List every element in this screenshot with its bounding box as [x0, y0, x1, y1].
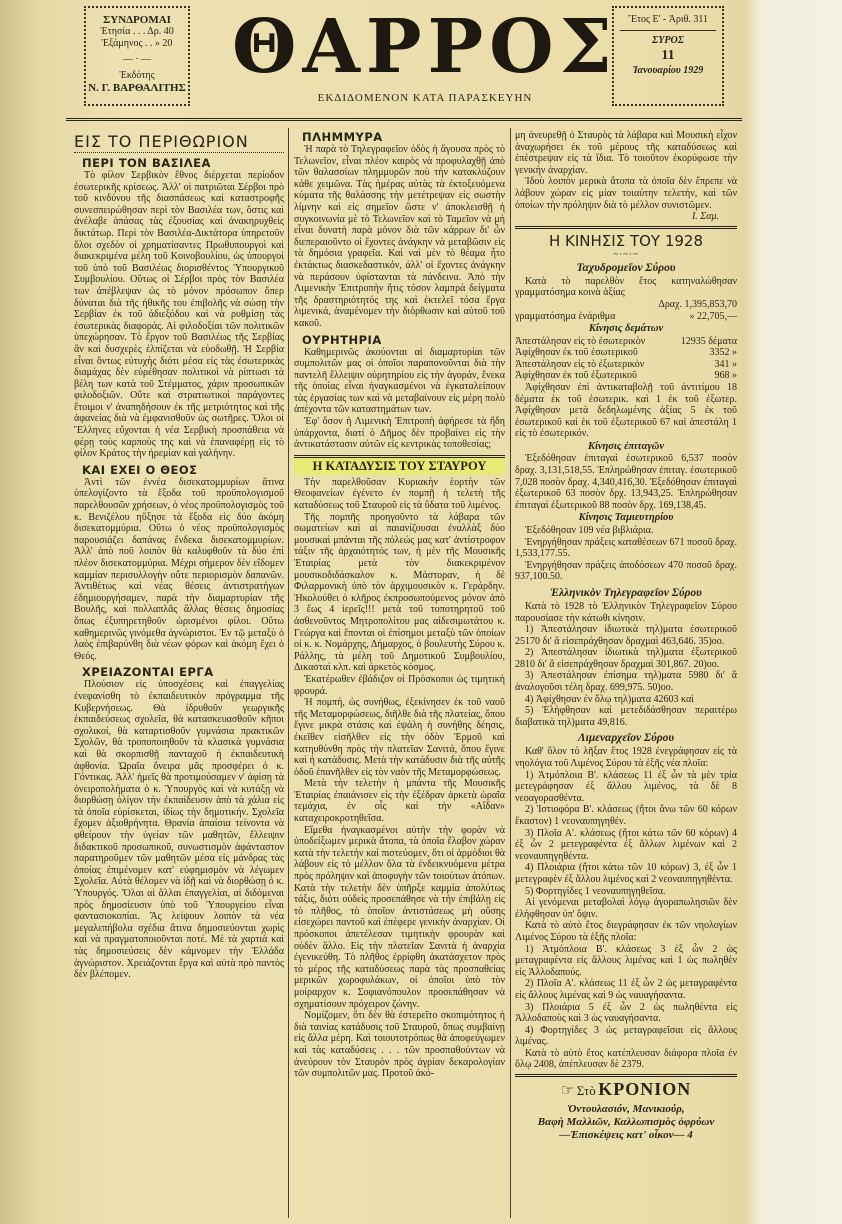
article-text: Μετὰ τὴν τελετὴν ἡ μπάντα τῆς Μουσικῆς Ἑταιρίας ἐπαιάνισεν εἰς τὴν ἐξέδραν ἀρκετὰ ὡραῖα τεμάχια, ἐν οἷς καὶ τὴν «Αἴδαν» καταχειροκροτηθεῖσα. [294, 778, 505, 825]
article-text: Εἴμεθα ἠναγκασμένοι αὐτὴν τὴν φορὰν νὰ ὑποδείξωμεν μερικὰ ἄτοπα, τὰ ὁποῖα ἔλαβον χώραν κατὰ τὴν τελετὴν καὶ πιστεύομεν, ὅτι οἱ ἁρμόδιοι θὰ λάβουν εἰς τὸ μέλλον ὅλα τὰ ἐνδεικνυόμενα μέτρα πρὸς πρόληψιν καὶ ἀποφυγὴν τῶν τοιούτων ἀτόπων. Κατὰ τὴν τελετὴν δὲν ὑπῆρξε καμμία ἀπολύτως τάξις, διότι οὐδεὶς προσεπάθησε νὰ τὴν ἐπιβάλῃ εἰς τὸ πλῆθος, τὸ ὁποῖον ἀντιστάσεως μὴ οὔσης εἰσεχώρει παντοῦ καὶ ἐπέφερε γενικὴν ἀναρχίαν. Οἱ πρόσκοποι ἀπετέλεσαν τιμητικὴν φρουρὰν καὶ οὐδὲν ἄλλο. Εἰς τὴν πλατεῖαν Σανιτὰ ἡ ἀναρχία ἐγενικεύθη. Τὸ πλῆθος ἐρρίφθη ἀκατάσχετον πρὸς τὸ μέρος τῆς καταδύσεως παρὰ τὰς προσπαθείας μερικῶν χωροφυλάκων, οἱ ὁποῖοι ὑπὸ τὸν μοίραρχον κ. Σοφιανόπουλον προσεπάθησαν νὰ σχηματίσουν πρόχειρον ζώνην. [294, 824, 505, 1010]
report-text: Ἐνηργήθησαν πράξεις ἀποδόσεων 470 ποσοῦ δραχ. 937,100.50. [515, 559, 737, 583]
ad-line: Βαφὴ Μαλλιῶν, Καλλωπισμὸς ὀφρύων [537, 1116, 715, 1129]
issue-city: ΣΥΡΟΣ [652, 35, 684, 46]
ad-number: 4 [687, 1129, 693, 1142]
stat-value: Δραχ. 1,395,853,70 [658, 298, 737, 310]
ornament: — · — [122, 54, 152, 65]
newspaper-subtitle: ΕΚΔΙΔΟΜΕΝΟΝ ΚΑΤΑ ΠΑΡΑΣΚΕΥΗΝ [317, 92, 533, 104]
subsection-title: Κίνησις ἐπιταγῶν [587, 440, 665, 452]
masthead-rule [66, 118, 742, 121]
stat-value: 12935 δέματα [680, 335, 737, 347]
stat-value: 341 » [714, 358, 737, 370]
divider [620, 30, 716, 31]
article-title: ΟΥΡΗΤΗΡΙΑ [302, 332, 382, 347]
article-text: Ἐφ' ὅσον ἡ Λιμενικὴ Ἐπιτροπὴ ἀφήρεσε τὰ ἤδη ὑπάρχοντα, διατί ὁ Δῆμος δὲν προβαίνει εἰς τὴν ἀντικατάστασιν αὐτῶν εἰς κεντρικὰς τοποθεσίας; [294, 416, 505, 451]
article-text: Ἑκατέρωθεν ἐβάδιζον οἱ Πρόσκοποι ὡς τιμητικὴ φρουρά. [294, 673, 505, 697]
subsection-title: Κίνησις Ταμιευτηρίου [578, 512, 674, 524]
subscription-yearly: Ἐτησία . . . Δρ. 40 [100, 26, 174, 37]
issue-month-year: Ἰανουαρίου 1929 [632, 65, 704, 76]
list-item: 5) Φορτηγίδες 1 νεοναυπηγηθεῖσα. [525, 885, 666, 897]
article-text: Τὴν παρελθοῦσαν Κυριακὴν ἑορτὴν τῶν Θεοφανείων ἐγένετο ἐν πομπῇ ἡ τελετὴ τῆς καταδύσεως τοῦ Σταυροῦ εἰς τὰ ὕδατα τοῦ λιμένος. [294, 476, 505, 512]
report-text: Αἱ γενόμεναι μεταβολαὶ λόγῳ ἀγοραπωλησιῶν δὲν ἐλήφθησαν ὑπ' ὄψιν. [515, 897, 737, 920]
stat-value: » 22,705,— [689, 310, 737, 322]
list-item: 3) Πλοῖα Α'. κλάσεως (ἤτοι κάτω τῶν 60 κόρων) 4 ἐξ ὧν 2 μετεγραφέντα ἐξ ἄλλων λιμένων καὶ 2 νεοναυπηγηθέντα. [515, 827, 737, 862]
list-item: 1) Ἀπεστάλησαν ἰδιωτικὰ τηλ)ματα ἐσωτερικοῦ 25170 δι' ἃ εἰσεπράχθησαν δραχμαὶ 463,646. 35)οο. [515, 624, 737, 647]
list-item: 4) Πλοιάρια (ἤτοι κάτω τῶν 10 κόρων) 3, ἐξ ὧν 1 μετεγραφὲν ἐξ ἄλλου λιμένος καὶ 2 νεοναυπηγηθέντα. [515, 862, 737, 885]
stat-label: Ἀφίχθησαν ἐκ τοῦ ἐξωτερικοῦ [515, 370, 637, 382]
highlighted-article-title: Η ΚΑΤΑΔΥΣΙΣ ΤΟΥ ΣΤΑΥΡΟΥ [294, 455, 505, 475]
stat-label: Ἀπεστάλησαν εἰς τὸ ἐξωτερικὸν [515, 358, 645, 370]
subsection-title: Κίνησις δεμάτων [588, 323, 664, 335]
list-item: 2) Πλοῖα Α'. κλάσεως 11 ἐξ ὧν 2 ὡς μεταγραφέντα εἰς ἄλλους λιμένας καὶ 9 ὡς ναυαγήσαντα. [515, 978, 737, 1001]
article-text: Νομίζομεν, ὅτι δὲν θὰ ἐστερεῖτο σκοπιμότητος ἡ διὰ ταινίας κατάδυσις τοῦ Σταυροῦ, ὅπως συμβαίνῃ εἰς ἄλλα μέρη. Καὶ τοιουτοτρόπως θὰ ἀποφεύγωμεν καὶ τὰς καταδύσεις . . . τῶν προσπαθούντων νὰ ἀνεύρουν τὸν Σταυρὸν πρὸς ἀγρίαν δεκαρολογίαν τῶν συμπολιτῶν μας. Προτοῦ ἀκό- [294, 1010, 505, 1080]
report-text: Ἐνηργήθησαν πράξεις καταθέσεων 671 ποσοῦ δραχ. 1,533,177.55. [515, 536, 737, 560]
list-item: 5) Ἐλήφθησαν καὶ μετεδιδάσθησαν περαιτέρω διαβατικὰ τηλ)ματα 49,816. [515, 705, 737, 728]
report-text: Καθ' ὅλον τὸ λῆξαν ἔτος 1928 ἐνεγράφησαν εἰς τὰ νηολόγια τοῦ Λιμένος Σύρου τὰ ἑξῆς νέα πλοῖα: [515, 746, 737, 770]
issue-box [612, 6, 724, 106]
column-2 [294, 130, 505, 1080]
list-item: 3) Ἀπεστάλησαν ἐπίσημα τηλ)ματα 5980 δι' ἃ ἀναλογοῦσι τέλη δραχ. 699,975. 50)οο. [515, 670, 737, 694]
list-item: 1) Ἀτμόπλοια Β'. κλάσεως 11 ἐξ ὧν τὰ μὲν τρία μετεγράφησαν ἐξ ἄλλου λιμένος, τὰ δὲ 8 νεοαγορασθέντα. [515, 769, 737, 804]
article-title: ΚΑΙ ΕΧΕΙ Ο ΘΕΟΣ [82, 462, 198, 477]
list-item: 1) Ἀτμόπλοια Β'. κλάσεως 3 ἐξ ὧν 2 ὡς μεταγραφέντα εἰς ἄλλους λιμένας καὶ 1 ὡς πωληθὲν εἰς Ἀλλοδαπούς. [515, 943, 737, 978]
column-divider [288, 128, 289, 1218]
list-item: 4) Φορτηγίδες 3 ὡς μεταγραφεῖσαι εἰς ἄλλους λιμένας. [515, 1024, 737, 1048]
list-item: 2) Ἱστιοφόρα Β'. κλάσεως (ἤτοι ἄνω τῶν 60 κόρων ἕκαστον) 1 νεοναυπηγηθέν. [515, 804, 737, 827]
ad-line: —Ἐπισκέψεις κατ' οἶκον— [559, 1129, 685, 1142]
report-text: Ἐξεδόθησαν ἐπιταγαὶ ἐσωτερικοῦ 6,537 ποσὸν δραχ. 3,131,518,55. Ἐπληρώθησαν ἐπιταγ. ἐσωτερικοῦ 7,028 ποσὸν δραχ. 4,340,416,30. Ἐξεδόθησαν ἐπιταγαὶ ἐξωτερικοῦ 63 ποσὸν δρχ. 13,943,25. Ἐπληρώθησαν ἐπιταγαὶ ἐξωτερικοῦ 88 ποσὸν δρχ. 169,138,45. [515, 453, 737, 511]
stat-label: γραμματόσημα ἐνάριθμα [515, 310, 616, 322]
issue-year-number: Ἔτος Ε' - Ἀριθ. 311 [627, 14, 709, 25]
newspaper-title: ΘΑΡΡΟΣ [232, 4, 618, 90]
column-divider [510, 128, 511, 1218]
column-1 [74, 130, 284, 981]
pointing-hand-icon: ☞ [560, 1083, 575, 1100]
stat-label: Ἀφίχθησαν ἐκ τοῦ ἐσωτερικοῦ [515, 347, 638, 359]
subscription-half-year: Ἐξάμηνος . . » 20 [101, 38, 173, 49]
stat-label: Ἀπεστάλησαν εἰς τὸ ἐσωτερικὸν [515, 335, 646, 347]
article-text: Ἡ παρὰ τὸ Τηλεγραφεῖον ὁδὸς ἡ ἄγουσα πρὸς τὸ Τελωνεῖον, εἶναι πλέον καιρὸς νὰ προφυλαχθῇ ἀπὸ τῶν θαλασσίων πλημμυρῶν ποὺ τὴν κατακλύζουν κάθε χειμῶνα. Τὰς ἡμέρας αὐτὰς τὰ ἐκτοξευόμενα κύματα τῆς θαλάσσης τὴν μετέτρεψαν εἰς σωστὴν λίμνην καὶ εἰς σημεῖον ὥστε ν' ἀποκλεισθῇ ἡ συγκοινωνία μὲ τὸ Τελωνεῖον καὶ τὸ Ταμεῖον νὰ μὴ εἶναι δυνατὴ παρὰ μόνον διὰ τῶν κάρρων δι' ὧν διεπεραιοῦντο οἱ ἔχοντες ἀνάγκην νὰ μεταβῶσιν εἰς τὰ δημόσια γραφεῖα. Καὶ ναὶ μὲν τὸ θέαμα ἦτο ἐκτάκτως διασκεδαστικόν, ἀλλ' οἱ ἔχοντες ἀνάγκην νὰ περάσουν ὑφίστανται τὰ πάνδεινα. Ἀπὸ τὴν Λιμενικὴν Ἐπιτροπὴν ἥτις τόσον λαμπρὰ δείγματα τῆς δραστηριότητός της καὶ ἐκτελεῖ τόσα ἔργα λιμενικά, ἀναμένομεν τὴν διόρθωσιν καὶ αὐτοῦ τοῦ κακοῦ. [294, 144, 505, 329]
subsection-title: Ἑλληνικὸν Τηλεγραφεῖον Σύρου [550, 586, 702, 599]
article-title: ΧΡΕΙΑΖΟΝΤΑΙ ΕΡΓΑ [82, 665, 214, 680]
stat-row [515, 311, 737, 323]
section-title: ΕΙΣ ΤΟ ΠΕΡΙΘΩΡΙΟΝ [74, 132, 284, 153]
article-text: μη ἀνευρεθῇ ὁ Σταυρὸς τὰ λάβαρα καὶ Μουσικὴ εἶχον ἀναχωρήσει ἐκ τοῦ μέρους τῆς καταδύσεως καὶ ἐπέστρεψαν εἰς τὰ ἴδια. Τὸ τοιοῦτον ἐκορύφωσε τὴν γενικὴν ἀναρχίαν. [515, 130, 737, 176]
report-title: Η ΚΙΝΗΣΙΣ ΤΟΥ 1928 [515, 226, 737, 250]
stat-row [515, 370, 737, 382]
article-title: ΠΛΗΜΜΥΡΑ [302, 130, 383, 144]
report-text: Κατὰ τὸ αὐτὸ ἔτος διεγράφησαν ἐκ τῶν νηολογίων Λιμένος Σύρου τὰ ἑξῆς πλοῖα: [515, 920, 737, 943]
list-item: 4) Ἀφίχθησαν ἐν ὅλῳ τηλ)ματα 42603 καὶ [525, 693, 694, 705]
subsection-title: Ταχυδρομεῖον Σύρου [576, 261, 676, 274]
kronion-advertisement [515, 1074, 737, 1142]
article-text: Ἀντὶ τῶν ἐννέα δισεκατομμυρίων ἅτινα ὑπελογίζοντο τὰ ἔξοδα τοῦ προϋπολογισμοῦ παρελθουσῶν χρήσεων, ὁ νέος προϋπολογισμὸς τοῦ κ. Βενιζέλου ηὔξησε τὰ ἔξοδα εἰς δύο ἀκόμη δισεκατομμύρια. Οὕτω ὁ νέος προϋπολογισμὸς παρουσιάζει δαπάνας ἕνδεκα δισεκατομμυρίων. Ἀλλ' ἀπὸ ποῦ λοιπὸν θὰ καλυφθοῦν τὰ δύο ἐπὶ πλέον δισεκατομμύρια. Μέχρι σήμερον δὲν εἴδομεν καμμίαν περισυλλογὴν οὔτε περιορισμὸν δαπανῶν. Ἀντιθέτως καὶ νέας θέσεις ἀντιστρατήγων ἐδημιουργήσαμεν, παρὰ τὴν διαμαρτυρίαν τῆς Βουλῆς, καὶ πολλαπλᾶς ἄλλας θέσεις δημοσίας ὅπως ἐξυπηρετηθοῦν ὡρισμένοι φίλοι. Οὕτω καθημερινῶς γινόμεθα ἀγνώριστοι. Ἐν τῷ μεταξὺ ὁ λαὸς ἐπιβαρύνθη διὰ νέων φόρων καὶ ἀκόμη ἔχει ὁ Θεός. [74, 476, 284, 662]
issue-day: 11 [661, 48, 675, 63]
publisher-label: Ἐκδότης [119, 70, 155, 81]
article-text: Τῆς πομπῆς προηγοῦντο τὰ λάβαρα τῶν σωματείων καὶ αἱ παιανίζουσαι ἐναλλὰξ δύο μουσικαὶ μπάνται τῆς πόλεώς μας κατ' ἀντίστροφον τάξιν τῆς ἀρχαιότητός των, ἡ μὲν τῆς Μουσικῆς Ἑταιρίας μετὰ τὸν διακεκριμένον μουσικοδιδάσκαλον κ. Μάστοραν, ἡ δὲ Φιλαρμονικὴ ὑπὸ τὸν ἀρχιμουσικὸν κ. Γεράρδην. Ἠκολούθει ὁ κλῆρος ἐκπροσωπούμενος μόνον ἀπὸ 3 ἕως 4 ἱερεῖς!!! μετὰ τοῦ τοποτηρητοῦ τοῦ ἀσθενοῦντος Μητροπολίτου μας αἰδεσιμωτάτου κ. Γεώργα καὶ ἕπονται οἱ ἐπίσημοι μεταξὺ τῶν ὁποίων οἱ κ. κ. Νομάρχης, Δήμαρχος, ὁ βουλευτὴς Σύρου κ. Ράλλης, τὰ μέλη τοῦ Δημοτικοῦ Συμβουλίου, Δικασταὶ κλπ. καὶ ἀρκετὸς κόσμος. [294, 511, 505, 674]
list-item: 3) Πλοιάρια 5 ἐξ ὧν 2 ὡς πωληθέντα εἰς Ἀλλοδαποὺς καὶ 3 ὡς ναυαγήσαντα. [515, 1001, 737, 1025]
stat-row [515, 347, 737, 359]
column-3 [515, 130, 737, 1142]
list-item: 2) Ἀπεστάλησαν ἰδιωτικὰ τηλ)ματα ἐξωτερικοῦ 2810 δι' ἃ εἰσεπράχθησαν δραχμαὶ 301,867. 20)οο. [515, 647, 737, 670]
report-text: Ἀφίχθησαν ἐπὶ ἀντικαταβολῇ τοῦ ἀντιτίμου 18 δέματα ἐκ τοῦ ἐσωτερικ. καὶ 1 ἐκ τοῦ ἐξωτερ. Ἀφίχθησαν μετὰ δεδηλωμένης ἀξίας 5 ἐκ τοῦ ἐσωτερικοῦ καὶ ἐκ τοῦ ἐξωτερικοῦ 67 καὶ ἀπεστάλη 1 εἰς τὸ ἐσωτερικόν. [515, 382, 737, 440]
signature: Ι. Σαμ. [691, 211, 719, 223]
article-text: Πλούσιον εἰς ὑποσχέσεις καὶ ἐπαγγελίας ἐνεφανίσθη τὸ ἐκπαιδευτικὸν πρόγραμμα τῆς Κυβερνήσεως. Θὰ ἱδρυθοῦν γεωργικῆς ἐκπαιδεύσεως σχολεῖα, θὰ κατασκευασθοῦν κῆποι σχολικοί, θὰ καταρτισθοῦν γυμνάσια πρακτικῶν Σχολῶν, θὰ τροποποιηθοῦν τὰ κλασικὰ γυμνάσια καὶ θὰ σκορπισθῇ πανταχοῦ ἡ ἐκπαιδευτικὴ ἀφθονία. Ὡραῖα ὄνειρα μᾶς προσφέρει ὁ κ. Γόντικας. Ἀλλ' ἡμεῖς θὰ προτιμούσαμεν ν' ἀφίσῃ τὰ ὀνειροπολήματα ὁ κ. Ὑπουργὸς καὶ νὰ κυτάξῃ νὰ διορθώσῃ ὀλίγον τὴν ἐκπαίδευσιν ἀπὸ τὰ χάλια εἰς τὰ ὁποῖα εὑρίσκεται, ἰδίως τὴν δημοτικήν. Σχολεῖα ἔχομεν ἀξιοθρήνητα. Θρανία ἀπαίσια τείνοντα νὰ φθείρουν τὴν ὑγείαν τῶν μαθητῶν, ἔλλειψιν διδακτικοῦ προσωπικοῦ, συνωστισμὸν ἀφάνταστον παρατηροῦμεν τῶν μαθητῶν μέσα εἰς μάνδρας τὰς ὁποίας ἐπιμένομεν κατ' εὐφημισμὸν νὰ λέγωμεν Σχολεῖα. Αὐτὰ θέλομεν νὰ ἰδῇ καὶ νὰ διορθώσῃ ὁ κ. Ὑπουργός. Ὅλαι αἱ ἄλλαι ἐπαγγελίαι, αἱ διδόμεναι πρὸς δημοσίευσιν ὑπὸ τοῦ Ὑπουργείου εἶναι φαντασιοκοπίαι. Ἂς λείψουν λοιπὸν τὰ νέα μεγαλεπήβολα σχέδια ἅτινα δημοσιεύονται χωρὶς καὶ νὰ πραγματοποιοῦνται ποτέ. Μὲ τὰ χαρτιὰ καὶ τὰς δημοσιεύσεις δὲν κάμνομεν τὴν Ἑλλάδα ἀγνώριστον. Χρειάζονται ἔργα καὶ αὐτὰ πρὸ παντὸς δὲν βλέπομεν. [74, 679, 284, 981]
article-text: Ἡ πομπή, ὡς συνήθως, ἐξεκίνησεν ἐκ τοῦ ναοῦ τῆς Μεταμορφώσεως, διῆλθε διὰ τῆς πλατείας, ὅπου ἔγινε μικρὰ στάσις καὶ ἐψάλη ἡ συνήθης δέησις, ἐκεῖθεν εἰσῆλθεν εἰς τὴν ὁδὸν Ἑρμοῦ καὶ κατηυθύνθη πρὸς τὴν πλατεῖαν Σανιτά, ὅπου ἔγινε καὶ ἡ κατάδυσις. Μετὰ τὴν κατάδυσιν διὰ τῆς αὐτῆς ὁδοῦ ἐπανῆλθεν εἰς τὸν ναὸν τῆς Μεταμορφώσεως. [294, 697, 505, 778]
report-text: Κατὰ τὸ αὐτὸ ἔτος κατέπλευσαν διάφορα πλοῖα ἐν ὅλῳ 2408, ἀπέπλευσαν δὲ 2379. [515, 1047, 737, 1071]
article-text: Ἰδοὺ λοιπὸν μερικὰ ἄτοπα τὰ ὁποῖα δὲν ἔπρεπε νὰ λάβουν χώραν εἰς μίαν τοιαύτην τελετήν, καὶ τῶν ὁποίων τὴν πρόληψιν διὰ τὸ μέλλον συνιστῶμεν. [515, 176, 737, 211]
stat-value: 968 » [714, 370, 737, 382]
stat-row [515, 336, 737, 348]
report-text: Κατὰ τὸ 1928 τὸ Ἑλληνικὸν Τηλεγραφεῖον Σύρου παρουσίασε τὴν κάτωθι κίνησιν. [515, 600, 737, 624]
subsection-title: Λιμεναρχεῖον Σύρου [577, 732, 675, 745]
stat-row [515, 359, 737, 371]
ad-prefix: Στὸ [576, 1083, 596, 1099]
report-text: Κατὰ τὸ παρελθὸν ἔτος κατηναλώθησαν γραμματόσημα κοινὰ ἀξίας [515, 275, 737, 299]
article-text: Τὸ φίλον Σερβικὸν ἔθνος διέρχεται περίοδον ἐσωτερικῆς κρίσεως. Ἀλλ' οἱ πατριῶται Σέρβοι πρὸ τοῦ κινδύνου τῆς διασπάσεως καὶ καταστροφῆς συνεσπειρώθησαν περὶ τὸν Βασιλέα των, ὅστις καὶ ἀνέλαβε ἁπάσας τὰς ἐξουσίας καὶ ἀνακηρυχθεὶς δικτάτωρ. Περὶ τὸν Βασιλέα-Δικτάτορα ὑπηρετοῦν ὅλοι σχεδὸν οἱ χρηματίσαντες Πρωθυπουργοὶ καὶ διακεκριμένα μέλη τοῦ Κοινοβουλίου, ὡς ὑπουργοὶ τοῦ ὑπὸ τοῦ Βασιλέως διορισθέντος Ὑπουργικοῦ Συμβουλίου. Οὕτως οἱ Σέρβοι πρὸς τὸν Βασιλέα των ἀπέβλεψαν ὡς τὸ μόνον πρόσωπον ὅπερ δύναται διὰ τῆς ἠθικῆς του ἐπιβολῆς νὰ σώσῃ τὴν Σερβίαν ἐκ τοῦ ἀδιεξόδου καὶ νὰ ρυθμίσῃ τὰς ἐσωτερικὰς διαφοράς. Αἱ φιλοδοξίαι τῶν πολιτικῶν ὑπεχώρησαν. Τὸ ἔργον τοῦ Βασιλέως τῆς Σερβίας ἂν καὶ δυσχερὲς ἐλπίζεται νὰ εὐοδωθῇ. Ἡ Σερβία εἶναι ὄντως εὐτυχὴς διότι μέσα εἰς τὰς ἐσωτερικὰς διαμάχας δὲν εὑρέθησαν πολιτικοὶ νὰ ρίπτωσι τὰ βέλη των κατὰ τοῦ Στέμματος, χάριν προσωπικῶν φιλοδοξιῶν. Οὔτε καὶ στρατιωτικοὶ παράγοντες ἕτοιμοι ν' ἀναπηδήσουν ἐκ τῆς μετριότητος καὶ τῆς ἀφανείας διὰ νὰ ἐμφανισθοῦν ὡς σωτῆρες. Ὅλοι οἱ Ἕλληνες εὔχονται ἡ νέα Σερβικὴ προσπάθεια νὰ φέρῃ τοὺς καρποὺς της καὶ νὰ ἐπαναφέρῃ εἰς τὸ φίλον Κράτος τὴν ἠρεμίαν καὶ γαλήνην. [74, 170, 284, 460]
subscriptions-heading: ΣΥΝΔΡΟΜΑΙ [103, 14, 171, 26]
ad-business-name: ΚΡΟΝΙΟΝ [598, 1079, 692, 1100]
article-text: Καθημερινῶς ἀκούονται αἱ διαμαρτυρίαι τῶν συμπολιτῶν μας οἱ ὁποῖοι παραπονοῦνται διὰ τὴν παντελῆ ἔλλειψιν οὐρητηρίου εἰς τὴν ἀγοράν, ἕνεκα τῆς ὁποίας εἶναι ἠναγκασμένοι νὰ ἐγκαταλείπουν τὰς ἐργασίας των καὶ νὰ μεταβαίνουν εἰς μέρη πολὺ ἀπέχοντα τῶν καταστημάτων των. [294, 346, 505, 416]
publisher-name: Ν. Γ. ΒΑΡΘΑΛΙΤΗΣ [88, 82, 186, 94]
ad-line: Ὀντουλασιόν, Μανικιούρ, [567, 1103, 685, 1116]
ornament: ~·~·~ [613, 248, 639, 259]
report-text: Ἐξεδόθησαν 109 νέα βιβλιάρια. [525, 524, 654, 536]
subscriptions-box [84, 6, 190, 106]
article-title: ΠΕΡΙ ΤΟΝ ΒΑΣΙΛΕΑ [82, 156, 211, 170]
stat-value: 3352 » [709, 347, 737, 359]
stat-row [515, 299, 737, 311]
